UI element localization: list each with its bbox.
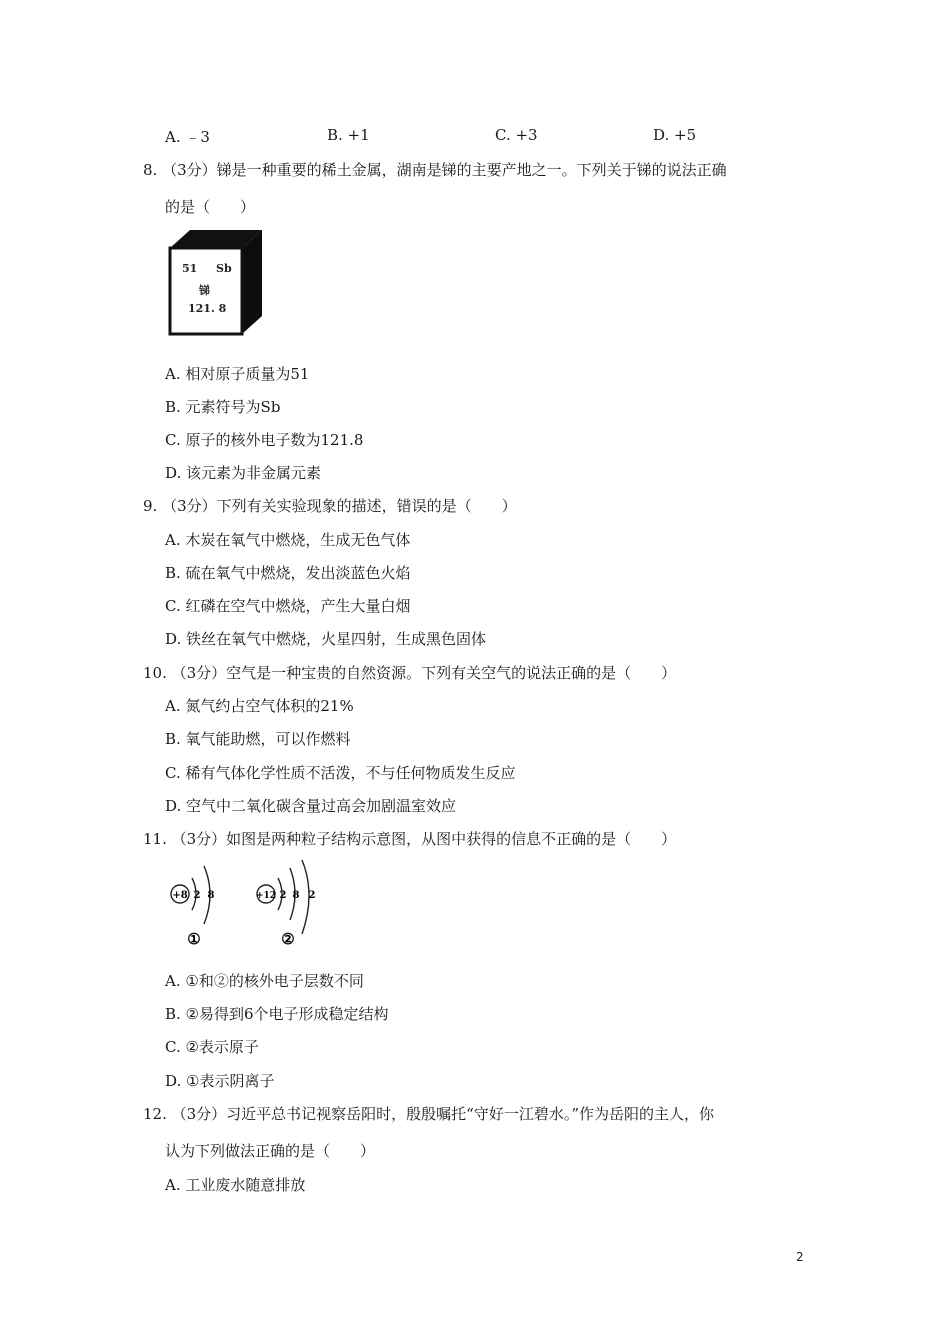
particle-1-shell-1: 2 [193, 890, 201, 901]
q8-stem: 8. （3分）锑是一种重要的稀土金属，湖南是锑的主要产地之一。下列关于锑的说法正确 [143, 161, 727, 179]
particle-1-label: ① [187, 930, 201, 948]
q7-options [165, 126, 845, 148]
q11-option-d: D. ①表示阴离子 [165, 1072, 275, 1090]
q12-stem: 12. （3分）习近平总书记视察岳阳时，殷殷嘱托“守好一江碧水。”作为岳阳的主人，你 [143, 1105, 715, 1123]
element-card-image [168, 226, 264, 338]
q7-option-d: D. +5 [653, 126, 697, 144]
particle-2-shell-3: 2 [308, 890, 316, 901]
particle-2-shell-1: 2 [279, 890, 287, 901]
q8-option-c: C. 原子的核外电子数为121.8 [165, 431, 364, 449]
q7-option-c: C. +3 [495, 126, 538, 144]
q10-option-d: D. 空气中二氧化碳含量过高会加剧温室效应 [165, 797, 457, 815]
q8-stem-cont: 的是（ ） [165, 198, 256, 216]
q8-option-d: D. 该元素为非金属元素 [165, 464, 322, 482]
particle-2-shell-2: 8 [292, 890, 300, 901]
particle-2-nucleus: +12 [255, 891, 277, 901]
q9-option-a: A. 木炭在氧气中燃烧，生成无色气体 [165, 531, 411, 549]
q11-option-c: C. ②表示原子 [165, 1038, 259, 1056]
q9-option-c: C. 红磷在空气中燃烧，产生大量白烟 [165, 597, 411, 615]
q10-stem: 10. （3分）空气是一种宝贵的自然资源。下列有关空气的说法正确的是（ ） [143, 664, 677, 682]
q9-option-d: D. 铁丝在氧气中燃烧，火星四射，生成黑色固体 [165, 630, 487, 648]
q11-option-a: A. ①和②的核外电子层数不同 [165, 972, 364, 990]
q7-option-b: B. +1 [327, 126, 370, 144]
element-name: 锑 [199, 284, 210, 297]
element-symbol: Sb [216, 262, 232, 275]
q12-option-a: A. 工业废水随意排放 [165, 1176, 306, 1194]
element-atomic-number: 51 [182, 262, 198, 275]
q10-option-c: C. 稀有气体化学性质不活泼，不与任何物质发生反应 [165, 764, 516, 782]
particle-2 [256, 860, 316, 948]
q7-option-a: A. ﹣3 [165, 128, 210, 146]
q9-option-b: B. 硫在氧气中燃烧，发出淡蓝色火焰 [165, 564, 411, 582]
particle-1-shell-2: 8 [207, 890, 215, 901]
particle-1-nucleus: +8 [172, 890, 188, 901]
q10-option-a: A. 氮气约占空气体积的21% [165, 697, 354, 715]
particle-2-label: ② [281, 930, 295, 948]
q11-option-b: B. ②易得到6个电子形成稳定结构 [165, 1005, 389, 1023]
element-mass: 121. 8 [188, 302, 227, 315]
particle-structure-diagram [166, 858, 341, 950]
q12-stem-cont: 认为下列做法正确的是（ ） [165, 1142, 376, 1160]
particle-1 [171, 866, 215, 948]
q10-option-b: B. 氧气能助燃，可以作燃料 [165, 730, 351, 748]
q8-option-a: A. 相对原子质量为51 [165, 365, 310, 383]
page-number: 2 [796, 1250, 804, 1264]
q8-option-b: B. 元素符号为Sb [165, 398, 281, 416]
q9-stem: 9. （3分）下列有关实验现象的描述，错误的是（ ） [143, 497, 517, 515]
q11-stem: 11. （3分）如图是两种粒子结构示意图，从图中获得的信息不正确的是（ ） [143, 830, 677, 848]
